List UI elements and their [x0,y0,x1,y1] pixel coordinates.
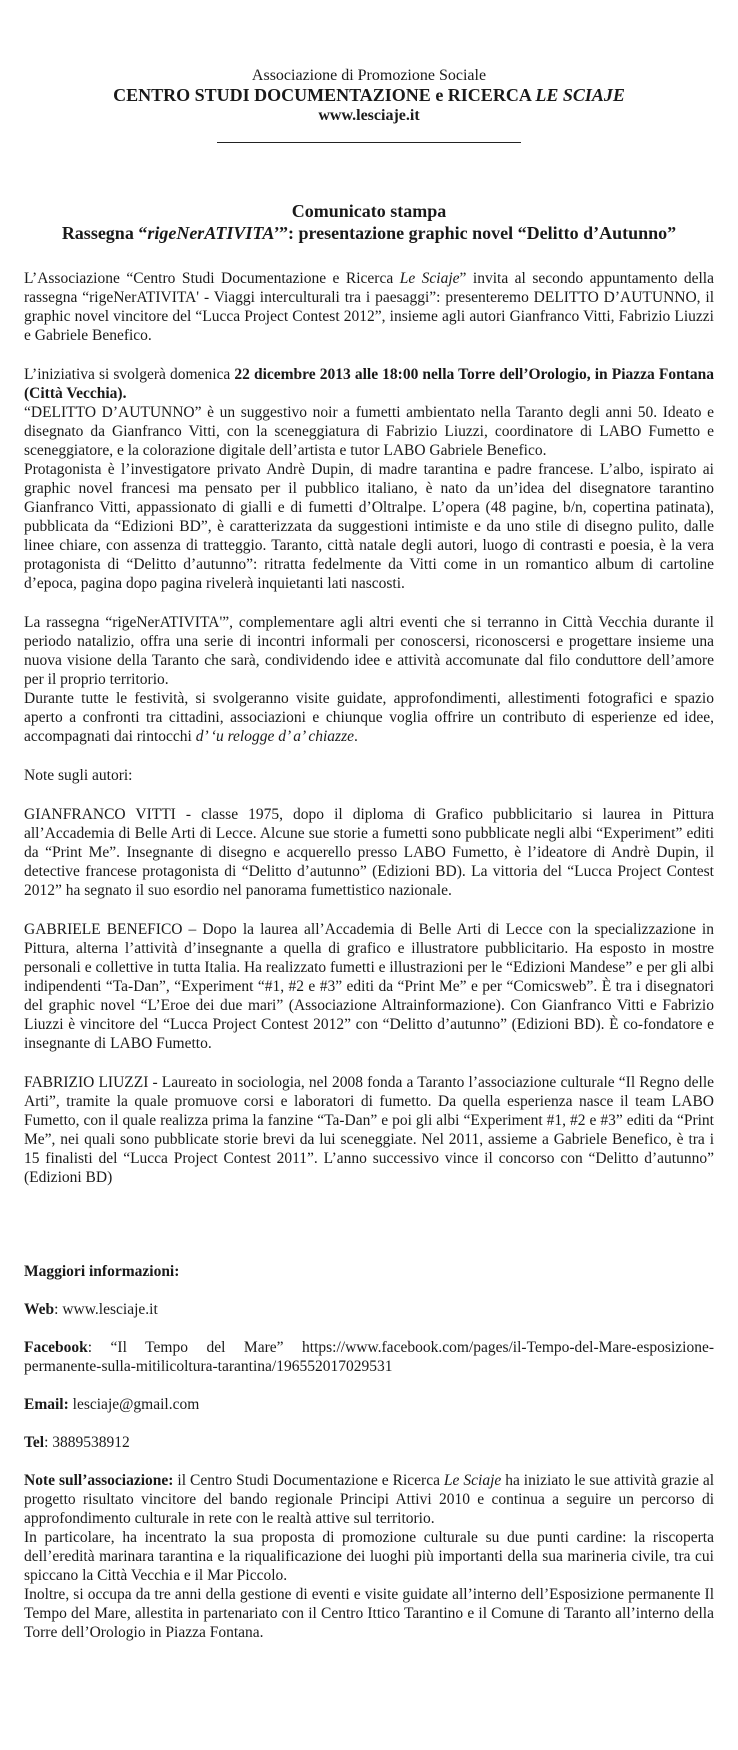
letterhead-website: www.lesciaje.it [318,107,420,124]
facebook-label: Facebook [24,1339,88,1356]
web-value: : www.lesciaje.it [54,1301,158,1318]
authors-notes-heading: Note sugli autori: [24,767,133,784]
subtitle-part-a: Rassegna “ [61,223,148,243]
association-note-paragraph-1 [24,1471,714,1528]
rassegna-paragraph-2 [24,689,714,746]
rassegna-text-c: . [354,728,358,745]
subtitle-part-c: ”: presentazione graphic novel “Delitto d’Autunno” [279,223,677,243]
event-paragraph [24,365,714,403]
letterhead-organization-name [24,85,714,106]
intro-text-italic: Le Sciaje [399,270,460,287]
author-bio-liuzzi: FABRIZIO LIUZZI - Laureato in sociologia, nel 2008 fonda a Taranto l’associazione culturale “Il Regno delle Arti”, tramite la quale promuove corsi e laboratori di fumetto. Da quella esperienza nasce il team LABO Fumetto, con il quale realizza prima la fanzine “Ta-Dan” e poi gli albi “Experiment #1, #2 e #3” editi da “Print Me”, nei quali sono pubblicate storie brevi da lui sceneggiate. Nel 2011, assieme a Gabriele Benefico, è tra i 15 finalisti del “Lucca Project Contest 2011”. L’anno successivo vince il concorso con “Delitto d’autunno” (Edizioni BD) [24,1074,714,1186]
author-bio-benefico: GABRIELE BENEFICO – Dopo la laurea all’Accademia di Belle Arti di Lecce con la specializzazione in Pittura, alterna l’attività d’insegnante a quella di grafico e illustratore pubblicitario. Ha esposto in mostre personali e collettive in tutta Italia. Ha realizzato fumetti e illustrazioni per le “Edizioni Mandese” e per gli albi indipendenti “Ta-Dan”, “Experiment “#1, #2 e #3” editi da “Print Me” e per “Comicsweb”. È tra i disegnatori del graphic novel “L’Eroe dei due mari” (Associazione Altrainformazione). Con Gianfranco Vitti e Fabrizio Liuzzi è vincitore del “Lucca Project Contest 2012” con “Delitto d’autunno” (Edizioni BD). È co-fondatore e insegnante di LABO Fumetto. [24,921,714,1052]
web-label: Web [24,1301,55,1318]
letterhead-association-type: Associazione di Promozione Sociale [251,67,487,84]
letterhead [24,66,714,143]
association-note-text-c: ha iniziato le sue attività grazie al progetto risultato vincitore del bando regionale Principi Attivi 2010 e continua a seguire un percorso di approfondimento culturale in rete con le realtà attive sul territorio. [24,1472,715,1527]
rassegna-text-a: Durante tutte le festività, si svolgeranno visite guidate, approfondimenti, allestimenti fotografici e spazio aperto a confronti tra cittadini, associazioni e chiunque voglia offrire un contributo di esperienze ed idee, accompagnati dai rintocchi [24,690,714,745]
press-release-title: Comunicato stampa [291,201,447,221]
intro-text-c: ” invita al secondo appuntamento della rassegna “rigeNerATIVITA' - Viaggi interculturali tra i paesaggi”: presenteremo DELITTO D’AUTUNNO, il graphic novel vincitore del “Lucca Project Contest 2012”, insieme agli autori Gianfranco Vitti, Fabrizio Liuzzi e Gabriele Benefico. [24,270,714,344]
subtitle-part-italic: rigeNerATIVITA’ [147,223,280,243]
facebook-value: : “Il Tempo del Mare” https://www.facebook.com/pages/il-Tempo-del-Mare-esposizione-permanente-sulla-mitilicoltura-tarantina/196552017029531 [24,1339,714,1375]
association-note-paragraph-3: Inoltre, si occupa da tre anni della gestione di eventi e visite guidate all’interno dell’Esposizione permanente Il Tempo del Mare, allestita in partenariato con il Centro Ittico Tarantino e il Comune di Taranto all’interno della Torre dell’Orologio in Piazza Fontana. [24,1586,714,1641]
rassegna-text-italic: d’ ‘u relogge d’ a’ chiazze [195,728,354,745]
tel-line [24,1433,714,1452]
association-note-text-a: il Centro Studi Documentazione e Ricerca [173,1472,444,1489]
organization-name-italic: LE SCIAJE [535,85,625,105]
web-line [24,1300,714,1319]
association-note-label: Note sull’associazione: [24,1472,174,1489]
description-paragraph-1: “DELITTO D’AUTUNNO” è un suggestivo noir a fumetti ambientato nella Taranto degli anni 50. Ideato e disegnato da Gianfranco Vitti, con la sceneggiatura di Fabrizio Liuzzi, coordinatore di LABO Fumetto e sceneggiatore, e la colorazione digitale dell’artista e tutor LABO Gabriele Benefico. [24,404,714,459]
press-release-heading [24,200,714,244]
rassegna-paragraph-1: La rassegna “rigeNerATIVITA'”, complementare agli altri eventi che si terranno in Città Vecchia durante il periodo natalizio, offra una serie di incontri informali per conoscersi, riconoscersi e progettare insieme una nuova visione della Taranto che sarà, condividendo idee e attività accomunate dal filo conduttore dell’amore per il proprio territorio. [24,614,714,688]
intro-paragraph [24,269,714,345]
email-label: Email: [24,1396,69,1413]
organization-name-main: CENTRO STUDI DOCUMENTAZIONE e RICERCA [113,85,536,105]
letterhead-divider [217,142,521,143]
association-note-italic: Le Sciaje [443,1472,502,1489]
press-release-subtitle [24,222,714,244]
more-info-heading: Maggiori informazioni: [24,1263,180,1280]
email-line [24,1395,714,1414]
tel-label: Tel [24,1434,45,1451]
description-paragraph-2: Protagonista è l’investigatore privato Andrè Dupin, di madre tarantina e padre francese. L’albo, ispirato ai graphic novel francesi ma pensato per il pubblico italiano, è nato da un’idea del disegnatore tarantino Gianfranco Vitti, appassionato di gialli e di fumetti d’Oltralpe. L’opera (48 pagine, b/n, copertina patinata), pubblicata da “Edizioni BD”, è caratterizzata da suggestioni intimiste e da uno stile di disegno pulito, dalle linee chiare, con assenza di tratteggio. Taranto, città natale degli autori, luogo di contrasti e poesia, è la vera protagonista di “Delitto d’autunno”: ritratta fedelmente da Vitti come in un romantico album di cartoline d’epoca, pagina dopo pagina rivelerà inquietanti lati nascosti. [24,461,714,592]
tel-value: : 3889538912 [44,1434,130,1451]
press-release-page [24,66,714,1642]
association-note-paragraph-2: In particolare, ha incentrato la sua proposta di promozione culturale su due punti cardine: la riscoperta dell’eredità marinara tarantina e la riqualificazione dei luoghi più importanti della sua marineria civile, tra cui spiccano la Città Vecchia e il Mar Piccolo. [24,1529,714,1584]
author-bio-vitti: GIANFRANCO VITTI - classe 1975, dopo il diploma di Grafico pubblicitario si laurea in Pittura all’Accademia di Belle Arti di Lecce. Alcune sue storie a fumetti sono pubblicate negli albi “Experiment” editi da “Print Me”. Insegnante di disegno e acquerello presso LABO Fumetto, è l’ideatore di Andrè Dupin, il detective francese protagonista di “Delitto d’autunno” (Edizioni BD). La vittoria del “Lucca Project Contest 2012” ha segnato il suo esordio nel panorama fumettistico nazionale. [24,806,714,899]
event-text-a: L’iniziativa si svolgerà domenica [24,366,235,383]
intro-text-a: L’Associazione “Centro Studi Documentazione e Ricerca [24,270,400,287]
event-date-location: 22 dicembre 2013 alle 18:00 nella Torre dell’Orologio, in Piazza Fontana (Città Vecchia). [24,366,714,402]
facebook-line [24,1338,714,1376]
email-value: lesciaje@gmail.com [68,1396,200,1413]
